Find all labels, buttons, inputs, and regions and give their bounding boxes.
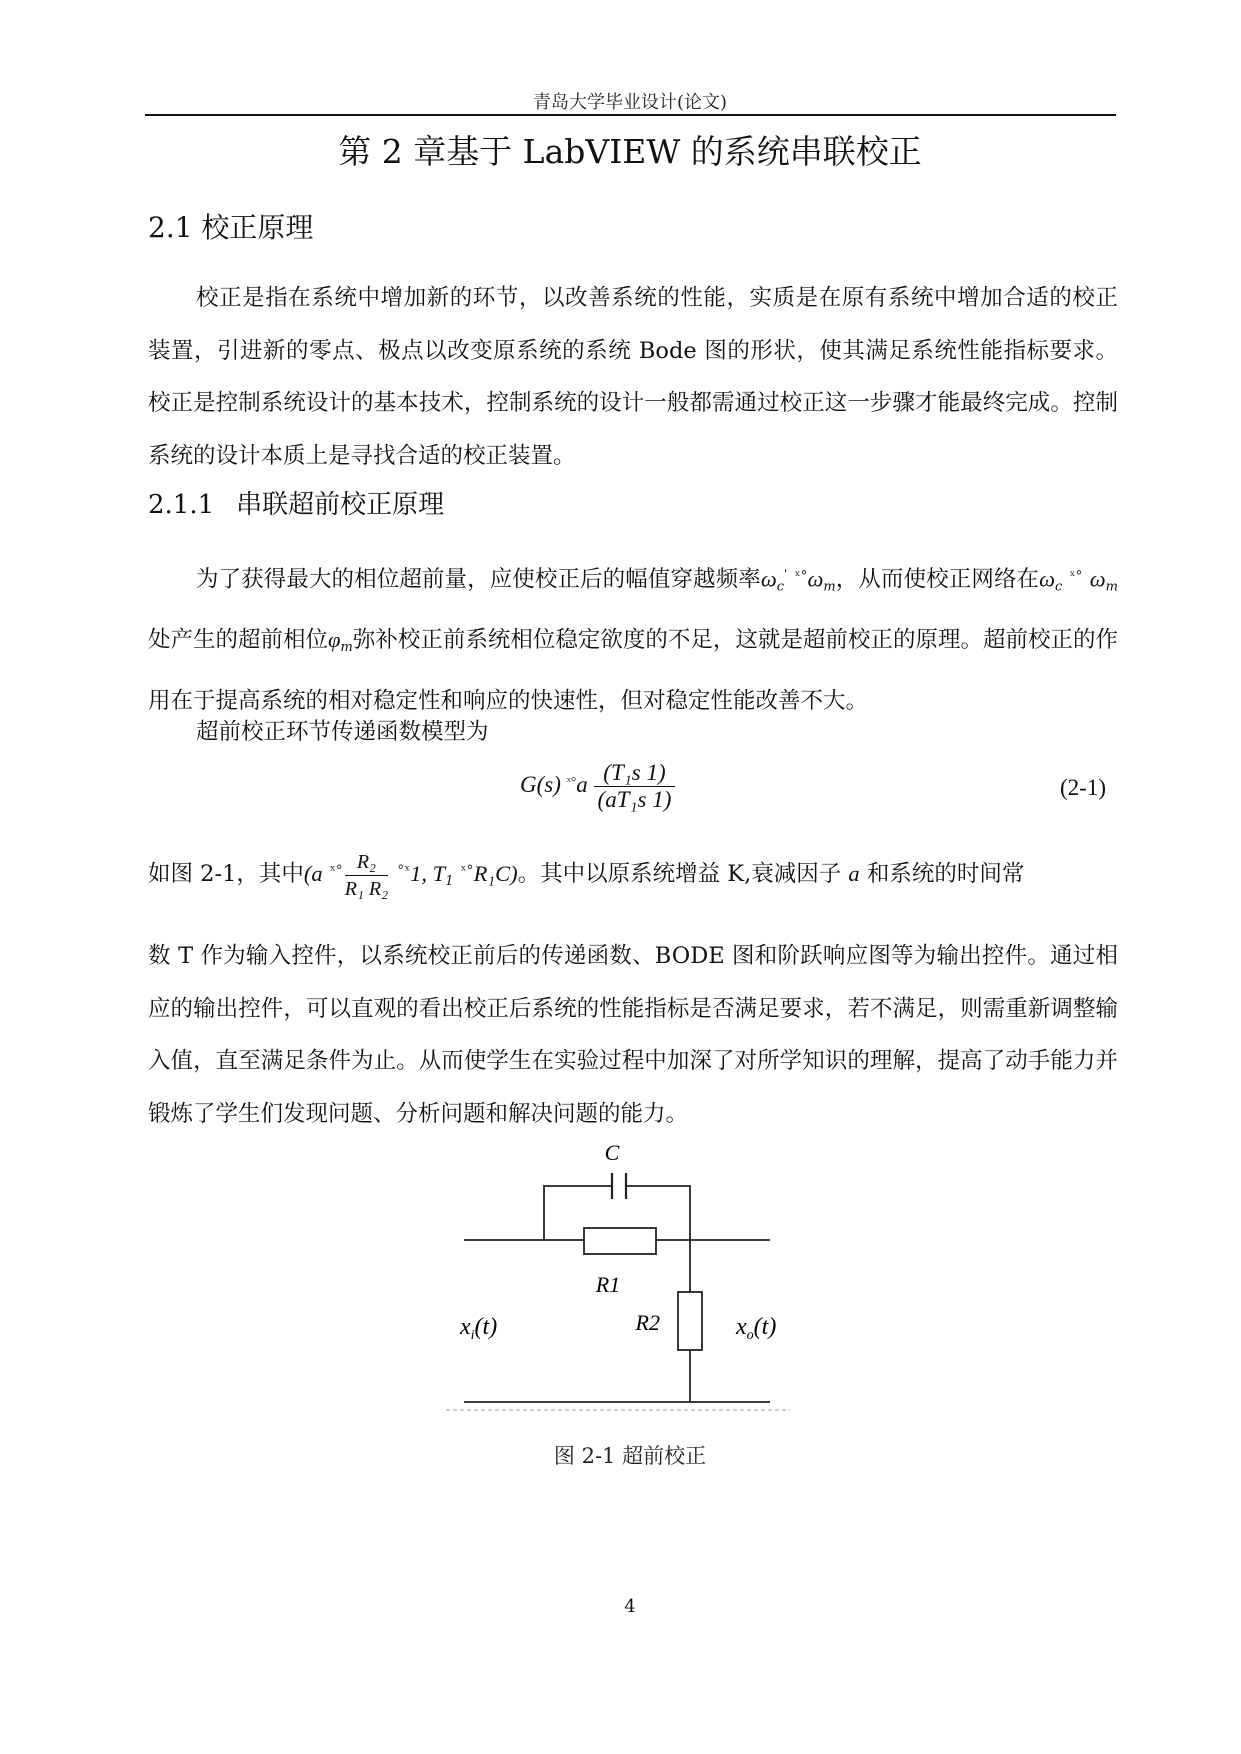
subsection-heading <box>148 486 444 524</box>
formula-relation: ˣ° <box>566 774 577 790</box>
formula-fraction <box>594 760 676 813</box>
paragraph-4 <box>148 840 1118 902</box>
paragraph-4-line-1 <box>148 840 1118 902</box>
formula-lhs: G(s) <box>520 771 561 797</box>
label-c: C <box>604 1140 620 1165</box>
formula-numerator: (T₁s 1) <box>594 760 676 787</box>
p2-text-1: 为了获得最大的相位超前量，应使校正后的幅值穿越频率 <box>196 566 761 593</box>
p4-fraction <box>345 849 388 902</box>
p4-relation-3: ˣ° <box>460 863 474 879</box>
label-r2: R2 <box>635 1310 660 1335</box>
phi-m-sub: m <box>340 640 353 655</box>
omega-c-sub: c <box>776 579 784 595</box>
p4-text-3: 数 T 作为输入控件，以系统校正前后的传递函数、BODE 图和阶跃响应图等为输出控件。通过相应的输出控件，可以直观的看出校正后系统的性能指标是否满足要求，若不满足，则需重新调整输入值，直至满足条件为止。从而使学生在实验过程中加深了对所学知识的理解，提高了动手能力并锻炼了学生们发现问题、分析问题和解决问题的能力。 <box>148 943 1118 1127</box>
omega-c-prime: ω <box>760 566 777 592</box>
paragraph-4-continued <box>148 930 1118 1140</box>
omega-c-2: ω <box>1039 566 1056 592</box>
resistor-r1 <box>584 1228 656 1254</box>
p4-frac-den: R₁ R₂ <box>344 877 389 900</box>
chapter-title: 第 2 章基于 LabVIEW 的系统串联校正 <box>338 132 922 171</box>
omega-c2-sub: c <box>1055 579 1063 595</box>
label-xi-arg: (t) <box>474 1314 498 1340</box>
subsection-number: 2.1.1 <box>148 490 215 520</box>
equation-number: (2-1) <box>1060 775 1106 800</box>
label-xi-sub: i <box>470 1328 475 1343</box>
omega-m2-sub: m <box>1105 579 1118 595</box>
resistor-r2 <box>678 1292 702 1350</box>
p4-mid-sub: 1 <box>445 874 454 889</box>
label-r1: R1 <box>595 1272 621 1297</box>
paragraph-1: 校正是指在系统中增加新的环节，以改善系统的性能，实质是在原有系统中增加合适的校正装置，引进新的零点、极点以改变原系统的系统 Bode 图的形状，使其满足系统性能指标要求。校正是控制系统设计的基本技术，控制系统的设计一般都需通过校正这一步骤才能最终完成。控制系统的设计本质上是寻找合适的校正装置。 <box>148 285 1118 469</box>
formula-denominator: (aT₁s 1) <box>597 787 672 812</box>
omega-m-2: ω <box>1089 566 1106 592</box>
p4-text-2: 。其中以原系统增益 K,衰减因子 <box>517 861 842 887</box>
paragraph-3: 超前校正环节传递函数模型为 <box>196 719 489 745</box>
transfer-function-formula <box>520 760 675 813</box>
label-xo-base: x <box>736 1314 747 1340</box>
p4-text-1: 如图 2-1，其中 <box>148 861 304 887</box>
subsection-title: 串联超前校正原理 <box>236 490 445 520</box>
label-xo-arg: (t) <box>753 1314 777 1340</box>
relation-symbol-2: ˣ° <box>1069 568 1083 585</box>
lead-compensator-circuit <box>440 1130 840 1430</box>
label-xi-base: x <box>460 1314 471 1340</box>
label-xi <box>459 1314 497 1343</box>
formula-coef: a <box>576 771 588 797</box>
p4-frac-num: R₂ <box>345 849 388 876</box>
section-title: 2.1 校正原理 <box>148 211 314 244</box>
p2-text-4: 弥补校正前系统相位稳定欲度的不足，这就是超前校正的原理。超前校正的作用在于提高系统的相对稳定性和响应的快速性，但对稳定性能改善不大。 <box>148 627 1118 714</box>
page-number: 4 <box>624 1596 636 1617</box>
label-xo-sub: o <box>746 1328 754 1343</box>
header-rule <box>145 114 1116 116</box>
p4-tail: R₁C) <box>473 861 518 886</box>
page-header: 青岛大学毕业设计(论文) <box>532 92 728 113</box>
p4-relation-1: ˣ° <box>329 863 343 879</box>
figure-caption: 图 2-1 超前校正 <box>553 1444 707 1468</box>
p4-mid: 1, T <box>410 861 446 886</box>
omega-m-sub: m <box>823 579 836 595</box>
p2-text-3: 处产生的超前相位 <box>148 627 329 653</box>
paragraph-2: 为了获得最大的相位超前量，应使校正后的幅值穿越频率$\omega_c'$ $^{ˣ^\circ}\omega_m$，从而使校正网络在$\omega_c$ $^{ˣ^\circ}$ $\omega_m$ 处产生的超前相位$\varphi_m$弥补校正前系统相位稳定欲度的不足，这就是超前校正的原理。超前校正的作用在于提高系统的相对稳定性和响应的快速性，但对稳定性能改善不大。 <box>148 566 1118 714</box>
label-xo <box>735 1314 776 1343</box>
p4-text-3a: 和系统的时间常 <box>866 861 1025 887</box>
p2-text-2: ，从而使校正网络在 <box>835 566 1040 593</box>
relation-symbol: ˣ° <box>794 568 808 585</box>
phi-m: φ <box>328 627 341 652</box>
omega-m: ω <box>807 566 824 592</box>
p4-relation-2: °ˣ <box>397 863 411 879</box>
p4-a-symbol: a <box>848 861 860 886</box>
p4-open: (a <box>303 861 323 886</box>
